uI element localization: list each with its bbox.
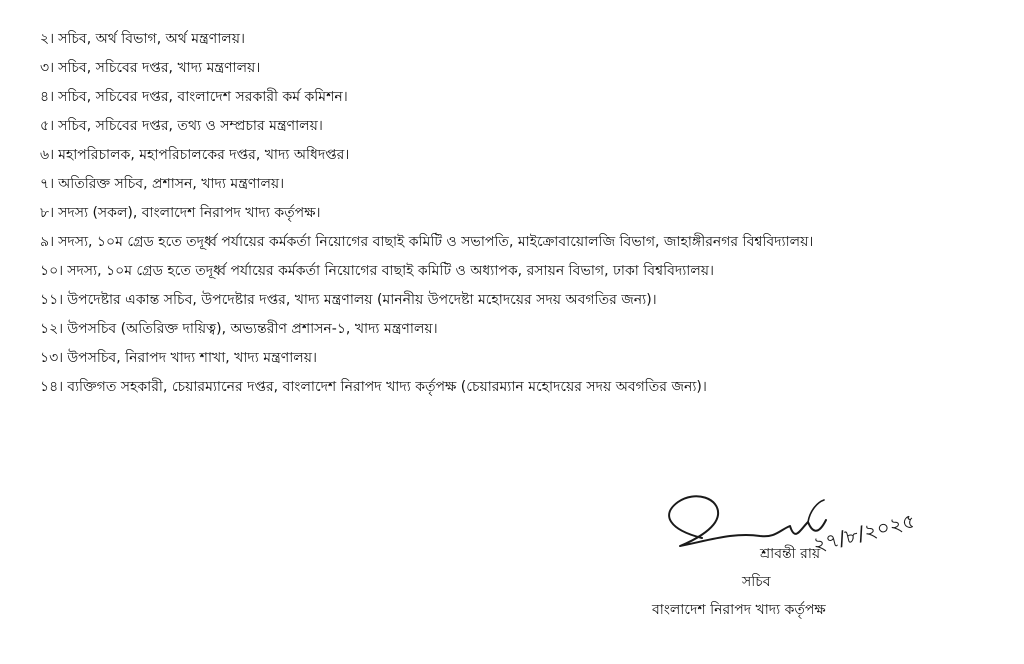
- list-item: [40, 228, 1000, 257]
- item-text: সচিব, সচিবের দপ্তর, খাদ্য মন্ত্রণালয়।: [58, 60, 261, 76]
- item-number: ৩।: [40, 60, 55, 76]
- item-text: সদস্য, ১০ম গ্রেড হতে তদূর্ধ্ব পর্যায়ের কর্মকর্তা নিয়োগের বাছাই কমিটি ও সভাপতি, মাইক্রোবায়োলজি বিভাগ, জাহাঙ্গীরনগর বিশ্ববিদ্যালয়।: [58, 234, 814, 250]
- item-number: ১১।: [40, 292, 64, 308]
- item-text: সদস্য, ১০ম গ্রেড হতে তদূর্ধ্ব পর্যায়ের কর্মকর্তা নিয়োগের বাছাই কমিটি ও অধ্যাপক, রসায়ন বিভাগ, ঢাকা বিশ্ববিদ্যালয়।: [67, 263, 715, 279]
- item-number: ৬।: [40, 147, 55, 163]
- item-number: ৪।: [40, 89, 55, 105]
- item-text: উপসচিব (অতিরিক্ত দায়িত্ব), অভ্যন্তরীণ প্রশাসন-১, খাদ্য মন্ত্রণালয়।: [67, 321, 438, 337]
- item-number: ৮।: [40, 205, 55, 221]
- list-item: [40, 170, 1000, 199]
- list-item: [40, 112, 1000, 141]
- list-item: [40, 199, 1000, 228]
- list-item: [40, 83, 1000, 112]
- item-number: ১৪।: [40, 379, 64, 395]
- item-number: ৯।: [40, 234, 55, 250]
- item-text: উপসচিব, নিরাপদ খাদ্য শাখা, খাদ্য মন্ত্রণালয়।: [67, 350, 317, 366]
- list-item: [40, 141, 1000, 170]
- item-text: সচিব, অর্থ বিভাগ, অর্থ মন্ত্রণালয়।: [58, 31, 245, 47]
- signatory-organization: বাংলাদেশ নিরাপদ খাদ্য কর্তৃপক্ষ: [652, 602, 826, 618]
- item-number: ৫।: [40, 118, 55, 134]
- list-item: [40, 257, 1000, 286]
- item-text: অতিরিক্ত সচিব, প্রশাসন, খাদ্য মন্ত্রণালয়।: [58, 176, 285, 192]
- item-number: ২।: [40, 31, 55, 47]
- list-item: [40, 25, 1000, 54]
- item-text: উপদেষ্টার একান্ত সচিব, উপদেষ্টার দপ্তর, খাদ্য মন্ত্রণালয় (মাননীয় উপদেষ্টা মহোদয়ের সদয় অবগতির জন্য)।: [67, 292, 657, 308]
- handwritten-date: ২৭/৮/২০২৫: [810, 508, 918, 557]
- signatory-designation: সচিব: [742, 574, 771, 590]
- signature-block: [640, 470, 970, 650]
- item-text: মহাপরিচালক, মহাপরিচালকের দপ্তর, খাদ্য অধিদপ্তর।: [58, 147, 350, 163]
- item-number: ৭।: [40, 176, 55, 192]
- item-number: ১২।: [40, 321, 64, 337]
- list-item: [40, 373, 1000, 402]
- item-text: সচিব, সচিবের দপ্তর, বাংলাদেশ সরকারী কর্ম কমিশন।: [58, 89, 348, 105]
- list-item: [40, 344, 1000, 373]
- list-item: [40, 315, 1000, 344]
- handwritten-signature: [640, 470, 970, 590]
- list-item: [40, 54, 1000, 83]
- list-item: [40, 286, 1000, 315]
- item-number: ১০।: [40, 263, 64, 279]
- item-text: সদস্য (সকল), বাংলাদেশ নিরাপদ খাদ্য কর্তৃপক্ষ।: [58, 205, 321, 221]
- item-text: সচিব, সচিবের দপ্তর, তথ্য ও সম্প্রচার মন্ত্রণালয়।: [58, 118, 323, 134]
- item-number: ১৩।: [40, 350, 64, 366]
- item-text: ব্যক্তিগত সহকারী, চেয়ারম্যানের দপ্তর, বাংলাদেশ নিরাপদ খাদ্য কর্তৃপক্ষ (চেয়ারম্যান মহোদয়ের সদয় অবগতির জন্য)।: [67, 379, 707, 395]
- distribution-list: [40, 25, 1000, 402]
- signatory-name: শ্রাবন্তী রায়: [760, 546, 821, 562]
